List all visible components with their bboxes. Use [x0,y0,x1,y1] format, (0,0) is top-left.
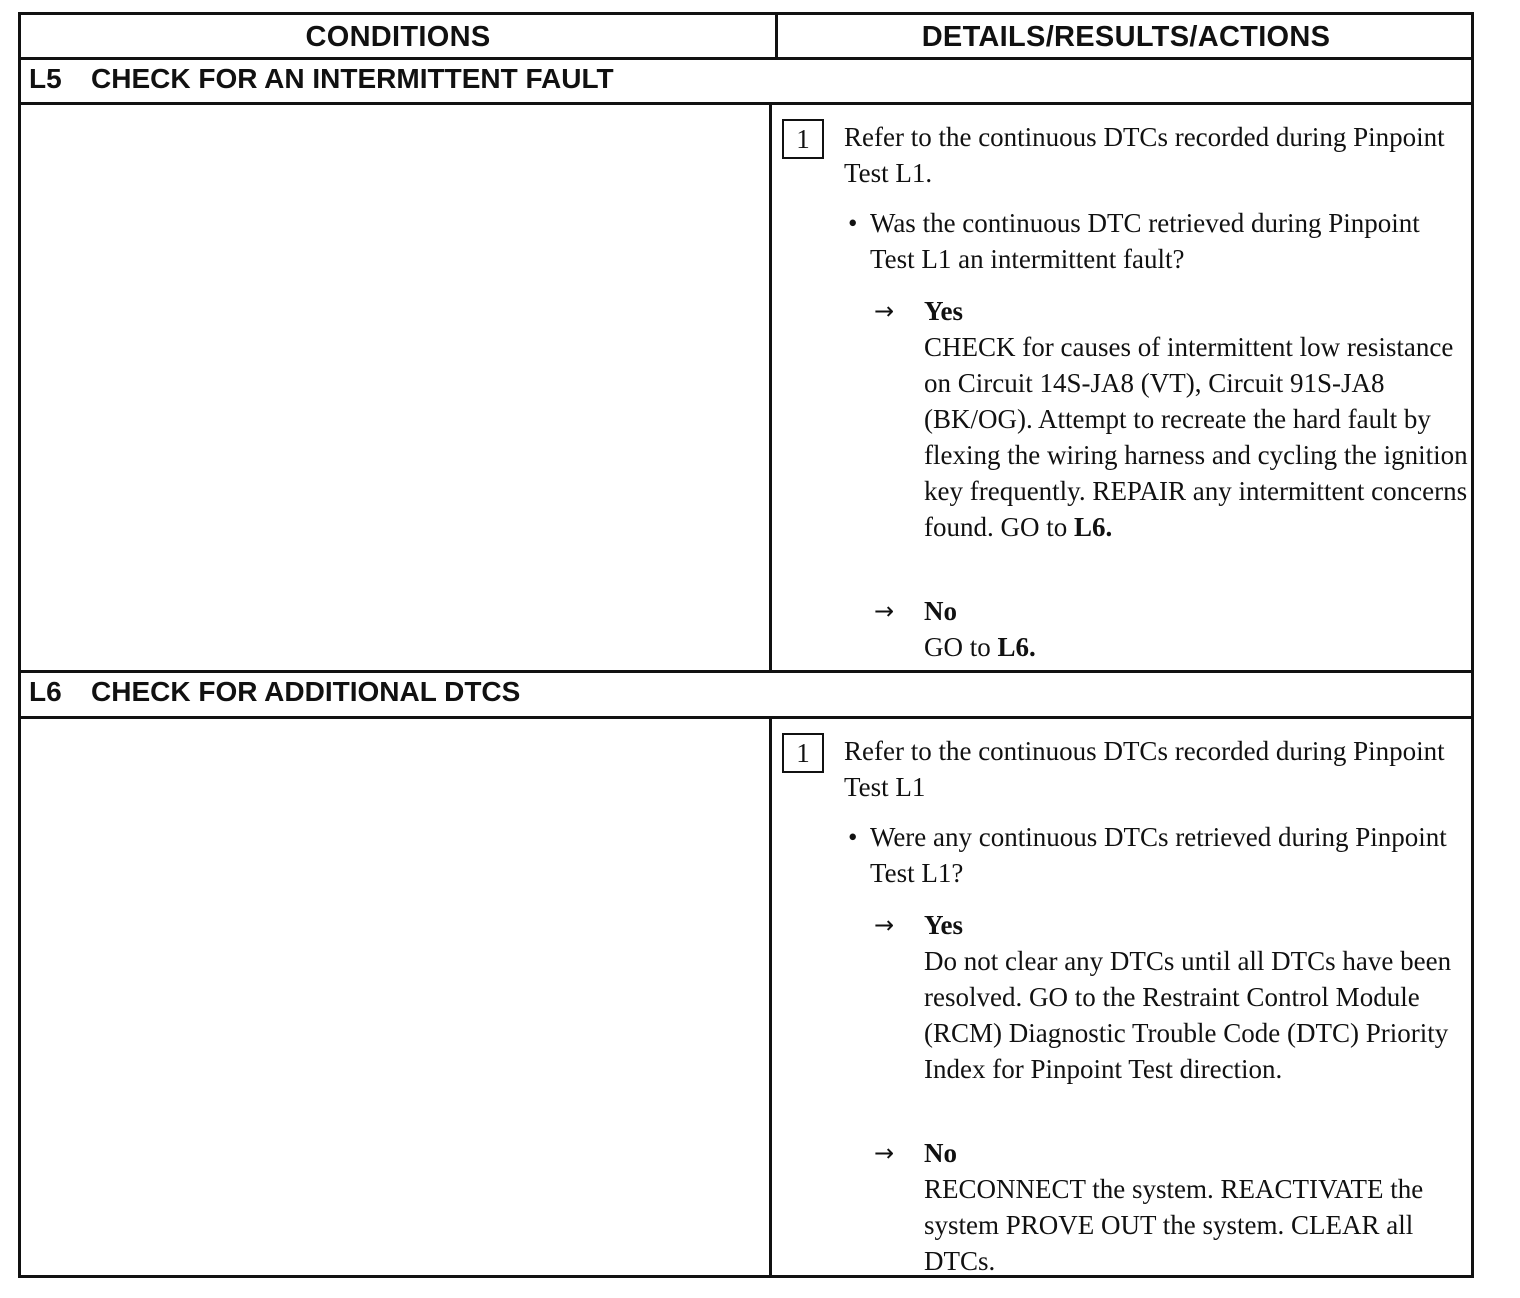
l6-no-label: No [924,1138,957,1168]
step-heading-l6: CHECK FOR ADDITIONAL DTCS [91,676,521,707]
l5-question: Was the continuous DTC retrieved during Pinpoint Test L1 an intermittent fault? [870,208,1420,274]
l5-no-text [924,629,1484,665]
l6-yes-text: Do not clear any DTCs until all DTCs have been resolved. GO to the Restraint Control Module (RCM) Diagnostic Trouble Code (DTC) Priority Index for Pinpoint Test direction. [924,946,1452,1084]
arrow-right-icon: → [874,297,895,325]
step-id-l6: L6 [29,676,62,707]
step-heading-l5: CHECK FOR AN INTERMITTENT FAULT [91,63,614,94]
l6-details [772,719,1471,1275]
bullet-icon: • [848,822,858,852]
l5-question-item [848,205,1460,277]
step-title-l6 [29,672,520,712]
l5-yes-text [924,329,1484,545]
l5-no-goto: L6. [997,632,1036,662]
l6-question: Were any continuous DTCs retrieved during Pinpoint Test L1? [870,822,1447,888]
l5-step-text: Refer to the continuous DTCs recorded during Pinpoint Test L1. [844,122,1445,188]
l6-no-text: RECONNECT the system. REACTIVATE the system PROVE OUT the system. CLEAR all DTCs. [924,1174,1424,1276]
l5-details [772,105,1471,672]
step-id-l5: L5 [29,63,62,94]
l5-yes-goto: L6. [1074,512,1113,542]
l5-yes-label: Yes [924,296,963,326]
arrow-right-icon: → [874,1139,895,1167]
arrow-right-icon: → [874,911,895,939]
arrow-right-icon: → [874,597,895,625]
l6-step-text: Refer to the continuous DTCs recorded during Pinpoint Test L1 [844,736,1445,802]
step-title-l5 [29,59,614,99]
conditions-header: CONDITIONS [305,21,491,53]
diagnostic-table [18,12,1474,1278]
step-number-box: 1 [782,733,824,773]
l6-yes-label: Yes [924,910,963,940]
l5-no-label: No [924,596,957,626]
l5-yes-body: CHECK for causes of intermittent low resistance on Circuit 14S-JA8 (VT), Circuit 91S-JA8 (BK/OG). Attempt to recreate the hard fault by flexing the wiring harness and cycling the ignition key frequently. REPAIR any intermittent concerns found. GO to [924,332,1468,542]
bullet-icon: • [848,208,858,238]
step-number-box: 1 [782,119,824,159]
details-header: DETAILS/RESULTS/ACTIONS [921,21,1331,53]
l5-no-body: GO to [924,632,998,662]
l6-question-item [848,819,1460,891]
